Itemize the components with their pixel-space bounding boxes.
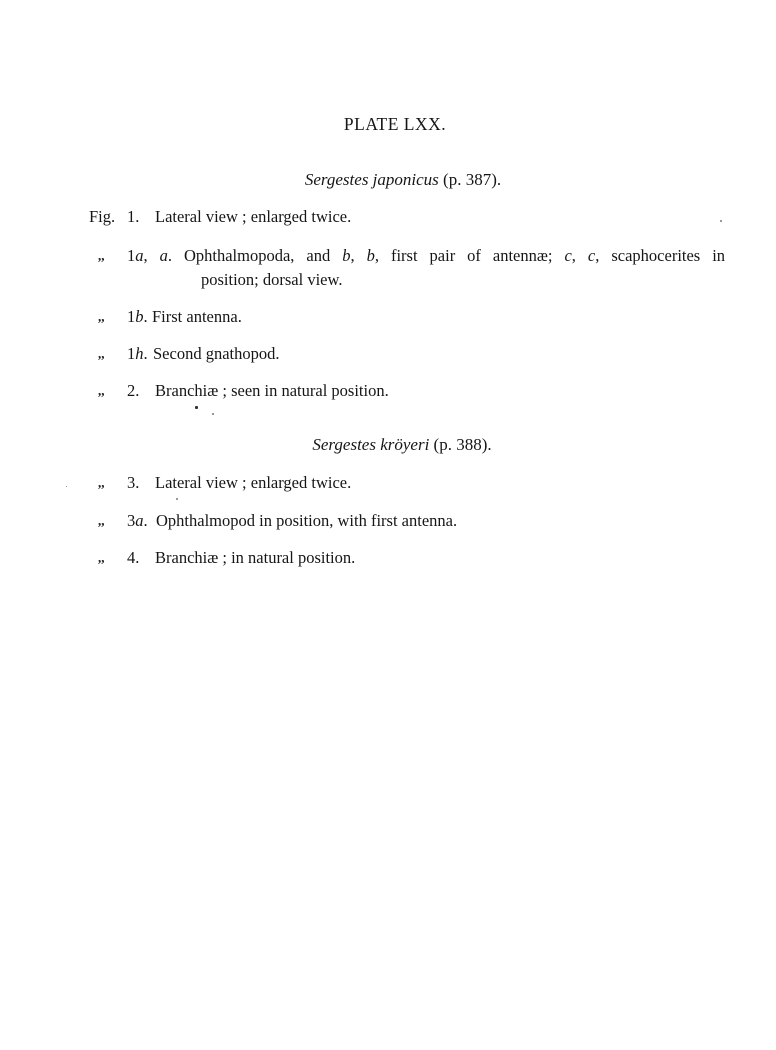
page-reference: (p. 387).: [443, 170, 502, 189]
ditto-mark: ,,: [98, 550, 105, 565]
scan-speck: [212, 413, 214, 415]
fig-number: 1b.: [127, 307, 148, 326]
fig-number: 1.: [127, 207, 140, 226]
fig-caption: Lateral view ; enlarged twice.: [155, 473, 352, 492]
fig-prefix: Fig.: [89, 207, 116, 226]
fig-number: 2.: [127, 381, 140, 400]
fig-caption-continuation: position; dorsal view.: [201, 270, 343, 289]
fig-number: 3a.: [127, 511, 148, 530]
section-heading-japonicus: [0, 170, 776, 190]
ditto-mark: ,,: [98, 248, 105, 263]
fig-number: 3.: [127, 473, 140, 492]
fig-caption: First antenna.: [152, 307, 242, 326]
species-name: Sergestes japonicus: [304, 170, 439, 189]
ditto-mark: ,,: [98, 346, 105, 361]
page-reference: (p. 388).: [433, 435, 492, 454]
fig-caption: 1a, a. Ophthalmopoda, and b, b, first pair of antennæ; c, c, scaphocerites in: [127, 246, 726, 265]
fig-caption: Second gnathopod.: [153, 344, 280, 363]
scan-speck: [66, 486, 67, 487]
ditto-mark: ,,: [98, 383, 105, 398]
scan-speck: [195, 406, 198, 409]
scan-speck: [720, 220, 722, 222]
fig-caption: Branchiæ ; seen in natural position.: [155, 381, 389, 400]
ditto-mark: ,,: [98, 513, 105, 528]
fig-caption: Lateral view ; enlarged twice.: [155, 207, 352, 226]
ditto-mark: ,,: [98, 309, 105, 324]
fig-number: 1h.: [127, 344, 148, 363]
ditto-mark: ,,: [98, 475, 105, 490]
species-name: Sergestes kröyeri: [312, 435, 430, 454]
scan-speck: [176, 498, 178, 500]
fig-caption: Branchiæ ; in natural position.: [155, 548, 356, 567]
plate-title: PLATE LXX.: [343, 114, 447, 134]
fig-caption: Ophthalmopod in position, with first antenna.: [156, 511, 458, 530]
fig-number: 4.: [127, 548, 140, 567]
section-heading-kroyeri: [0, 435, 776, 455]
fig-number: 1a, a.: [127, 246, 172, 265]
